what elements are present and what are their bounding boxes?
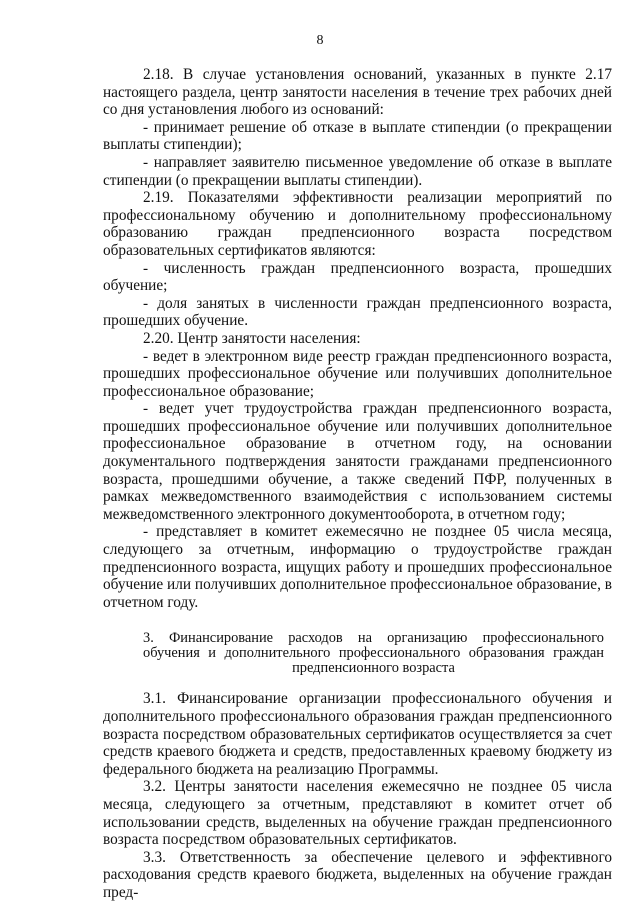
list-item-employed-share: - доля занятых в численности граждан предпенсионного возраста, прошедших обучение. bbox=[103, 294, 612, 330]
list-item-employment-tracking: - ведет учет трудоустройства граждан предпенсионного возраста, прошедших профессиональное обучение или получивших дополнительное профессиональное образование в отчетном году, на основании документального подтверждения занятости гражданами предпенсионного возраста, прошедшими обучение, а также сведений ПФР, полученных в рамках межведомственного взаимодействия с использованием системы межведомственного электронного документооборота, в отчетном году; bbox=[103, 400, 612, 523]
page-number: 8 bbox=[316, 33, 324, 48]
list-item-refusal-decision: - принимает решение об отказе в выплате стипендии (о прекращении выплаты стипендии); bbox=[103, 118, 612, 154]
list-item-registry: - ведет в электронном виде реестр граждан предпенсионного возраста, прошедших профессиональное обучение или получивших дополнительное профессиональное образование; bbox=[103, 347, 612, 400]
paragraph-2-18: 2.18. В случае установления оснований, указанных в пункте 2.17 настоящего раздела, центр занятости населения в течение трех рабочих дней со дня установления любого из оснований: bbox=[103, 66, 612, 119]
paragraph-3-3: 3.3. Ответственность за обеспечение целевого и эффективного расходования средств краевого бюджета, выделенных на обучение граждан пред- bbox=[103, 848, 612, 901]
list-item-refusal-notice: - направляет заявителю письменное уведомление об отказе в выплате стипендии (о прекращении выплаты стипендии). bbox=[103, 153, 612, 189]
paragraph-3-1: 3.1. Финансирование организации профессионального обучения и дополнительного профессионального образования граждан предпенсионного возраста посредством образовательных сертификатов осуществляется за счет средств краевого бюджета и средств, предоставленных краевому бюджету из федерального бюджета на реализацию Программы. bbox=[103, 690, 612, 778]
paragraph-2-20: 2.20. Центр занятости населения: bbox=[143, 329, 361, 347]
section-heading bbox=[103, 631, 612, 676]
list-item-trained-count: - численность граждан предпенсионного возраста, прошедших обучение; bbox=[103, 259, 612, 295]
list-item-monthly-report: - представляет в комитет ежемесячно не позднее 05 числа месяца, следующего за отчетным, информацию о трудоустройстве граждан предпенсионного возраста, ищущих работу и прошедших профессиональное обучение или получивших дополнительное профессиональное образование, в отчетном году. bbox=[103, 523, 612, 611]
paragraph-2-19: 2.19. Показателями эффективности реализации мероприятий по профессиональному обучению и дополнительному профессиональному образованию граждан предпенсионного возраста посредством образовательных сертификатов являются: bbox=[103, 189, 612, 259]
paragraph-3-2: 3.2. Центры занятости населения ежемесячно не позднее 05 числа месяца, следующего за отчетным, представляют в комитет отчет об использовании средств, выделенных на обучение граждан предпенсионного возраста посредством образовательных сертификатов. bbox=[103, 778, 612, 849]
section-heading-text: 3. Финансирование расходов на организацию профессионального обучения и дополнительного профессионального образования граждан предпенсионного возраста bbox=[143, 630, 604, 677]
document-body bbox=[103, 66, 612, 902]
